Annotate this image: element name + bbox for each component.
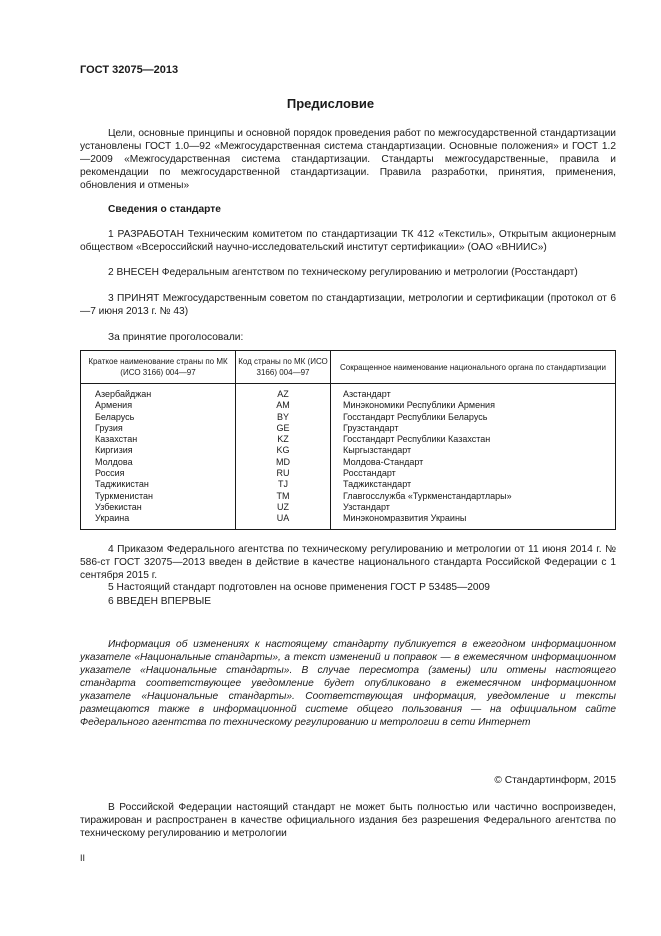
country-code-cell: TJ	[236, 479, 331, 490]
standards-body-cell: Минэкономики Республики Армения	[343, 400, 495, 411]
country-name-cell: Киргизия	[81, 445, 236, 456]
table-row	[81, 434, 616, 445]
country-code-cell: UA	[236, 513, 331, 529]
info-item-2: 2 ВНЕСЕН Федеральным агентством по техническому регулированию и метрологии (Росстандарт)	[108, 267, 578, 278]
country-code-cell: TM	[236, 491, 331, 502]
copyright: © Стандартинформ, 2015	[494, 775, 616, 786]
table-row	[81, 445, 616, 456]
standards-body-cell: Таджикстандарт	[343, 479, 412, 490]
column-header: Краткое наименование страны по МК (ИСО 3166) 004—97	[81, 351, 236, 384]
voted-label: За принятие проголосовали:	[108, 332, 244, 343]
country-code-cell: KG	[236, 445, 331, 456]
standards-body-cell: Узстандарт	[343, 501, 390, 512]
standards-body-cell: Минэкономразвития Украины	[343, 513, 467, 524]
table-row	[81, 400, 616, 411]
table-row	[81, 513, 616, 529]
country-code-cell: GE	[236, 423, 331, 434]
country-name-cell: Россия	[81, 468, 236, 479]
country-name-cell: Беларусь	[81, 412, 236, 423]
country-code-cell: AM	[236, 400, 331, 411]
standards-body-cell: Росстандарт	[343, 468, 396, 479]
standards-body-cell: Молдова-Стандарт	[343, 456, 424, 467]
country-code-cell: MD	[236, 457, 331, 468]
info-item-3: 3 ПРИНЯТ Межгосударственным советом по стандартизации, метрологии и сертификации (протокол от 6—7 июня 2013 г. № 43)	[80, 293, 616, 317]
table-row	[81, 423, 616, 434]
intro-paragraph: Цели, основные принципы и основной порядок проведения работ по межгосударственной стандартизации установлены ГОСТ 1.0—92 «Межгосударственная система стандартизации. Основные положения» и ГОСТ 1.2—2009 «Межгосударственная система стандартизации. Стандарты межгосударственные, правила и рекомендации по межгосударственной стандартизации. Правила разработки, принятия, применения, обновления и отмены»	[80, 128, 616, 191]
page-number: II	[80, 853, 86, 863]
country-code-cell: AZ	[236, 384, 331, 401]
section-heading: Сведения о стандарте	[108, 204, 221, 215]
country-code-cell: UZ	[236, 502, 331, 513]
country-name-cell: Туркменистан	[81, 491, 236, 502]
info-item-5: 5 Настоящий стандарт подготовлен на основе применения ГОСТ Р 53485—2009	[108, 582, 490, 593]
table-body	[81, 384, 616, 530]
country-code-cell: RU	[236, 468, 331, 479]
table-row	[81, 384, 616, 401]
country-name-cell: Казахстан	[81, 434, 236, 445]
country-name-cell: Азербайджан	[81, 384, 236, 401]
info-item-6: 6 ВВЕДЕН ВПЕРВЫЕ	[108, 596, 212, 607]
country-name-cell: Украина	[81, 513, 236, 529]
standards-body-cell: Грузстандарт	[343, 422, 399, 433]
info-item-1: 1 РАЗРАБОТАН Техническим комитетом по стандартизации ТК 412 «Текстиль», Открытым акционерным обществом «Всероссийский научно-исследовательский институт сертификации» (ОАО «ВНИИС»)	[80, 229, 616, 253]
column-header: Сокращенное наименование национального органа по стандартизации	[331, 351, 616, 384]
country-code-cell: KZ	[236, 434, 331, 445]
column-header: Код страны по МК (ИСО 3166) 004—97	[236, 351, 331, 384]
voting-table	[80, 350, 616, 530]
document-code: ГОСТ 32075—2013	[80, 64, 179, 76]
country-name-cell: Армения	[81, 400, 236, 411]
country-name-cell: Грузия	[81, 423, 236, 434]
country-name-cell: Узбекистан	[81, 502, 236, 513]
table-header-row	[81, 351, 616, 384]
country-code-cell: BY	[236, 412, 331, 423]
table-row	[81, 479, 616, 490]
country-name-cell: Таджикистан	[81, 479, 236, 490]
page-title: Предисловие	[286, 96, 375, 111]
standards-body-cell: Азстандарт	[343, 389, 391, 399]
standards-body-cell: Госстандарт Республики Казахстан	[343, 434, 491, 445]
table-row	[81, 457, 616, 468]
country-name-cell: Молдова	[81, 457, 236, 468]
changes-notice: Информация об изменениях к настоящему стандарту публикуется в ежегодном информационном указателе «Национальные стандарты», а текст изменений и поправок — в ежемесячном информационном указателе «Национальные стандарты». В случае пересмотра (замены) или отмены настоящего стандарта соответствующее уведомление будет опубликовано в ежемесячном информационном указателе «Национальные стандарты». Соответствующая информация, уведомление и тексты размещаются также в информационной системе общего пользования — на официальном сайте Федерального агентства по техническому регулированию и метрологии в сети Интернет	[80, 639, 616, 728]
standards-body-cell: Госстандарт Республики Беларусь	[343, 411, 488, 422]
table-row	[81, 491, 616, 502]
standards-body-cell: Кыргызстандарт	[343, 445, 412, 456]
table-row	[81, 412, 616, 423]
legal-notice: В Российской Федерации настоящий стандарт не может быть полностью или частично воспроизведен, тиражирован и распространен в качестве официального издания без разрешения Федерального агентства по техническому регулированию и метрологии	[80, 802, 616, 839]
standards-body-cell: Главгосслужба «Туркменстандартлары»	[343, 490, 512, 501]
info-item-4: 4 Приказом Федерального агентства по техническому регулированию и метрологии от 11 июня 2014 г. № 586-ст ГОСТ 32075—2013 введен в действие в качестве национального стандарта Российской Федерации с 1 сентября 2015 г.	[80, 544, 616, 581]
table-row	[81, 468, 616, 479]
table-row	[81, 502, 616, 513]
